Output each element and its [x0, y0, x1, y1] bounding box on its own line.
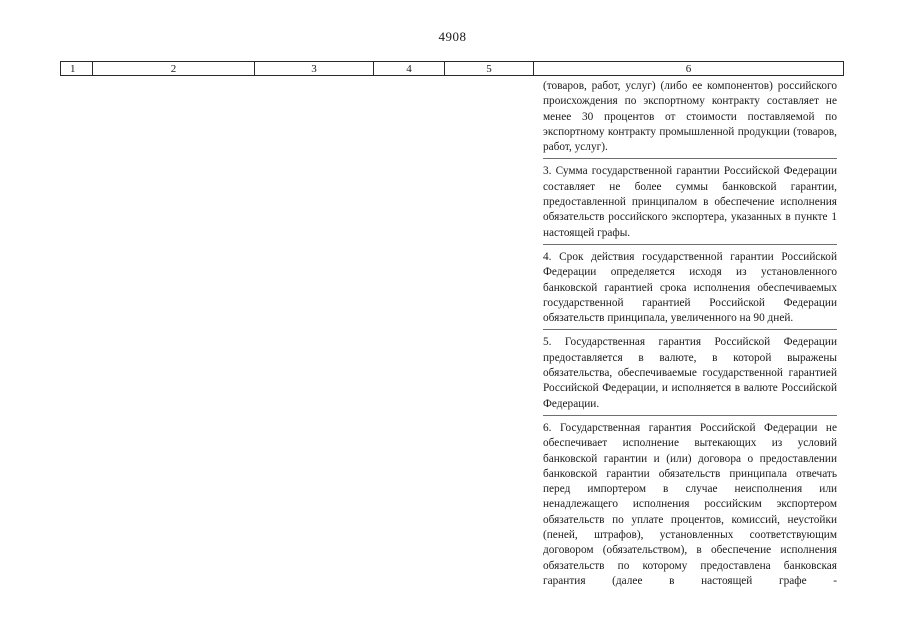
paragraph-item-6: 6. Государственная гарантия Российской Федерации не обеспечивает исполнение вытекающих из условий банковской гарантии и (или) договора о предоставлении банковской гарантии обязательств принципала отвечать перед импортером в случае неисполнения или ненадлежащего исполнения российским экспортером обязательств по уплате процентов, комиссий, неустойки (пеней, штрафов), установленных соответствующим договором (обязательством), в обеспечение исполнения обязательств по которому предоставлена банковская гарантия (далее в настоящей графе - — [543, 421, 837, 587]
column-number-6: 6 — [534, 62, 844, 76]
column-number-2: 2 — [93, 62, 255, 76]
column-number-5: 5 — [445, 62, 534, 76]
column-number-1: 1 — [61, 62, 93, 76]
paragraph-continuation: (товаров, работ, услуг) (либо ее компонентов) российского происхождения по экспортному контракту составляет не менее 30 процентов от стоимости поставляемой по экспортному контракту промышленной продукции (товаров, работ, услуг). — [543, 79, 837, 159]
paragraph-item-5: 5. Государственная гарантия Российской Федерации предоставляется в валюте, в которой выражены обязательства, обеспечиваемые государственной гарантией Российской Федерации, и исполняется в валюте Российской Федерации. — [543, 335, 837, 415]
column-number-row — [61, 62, 844, 76]
page-number: 4908 — [438, 29, 467, 44]
column-6-content — [543, 79, 837, 597]
paragraph-item-3: 3. Сумма государственной гарантии Российской Федерации составляет не более суммы банковской гарантии, предоставленной принципалом в обеспечение исполнения обязательств российского экспортера, указанных в пункте 1 настоящей графы. — [543, 164, 837, 244]
paragraph-item-4: 4. Срок действия государственной гарантии Российской Федерации определяется исходя из установленного банковской гарантией срока исполнения обеспечиваемых государственной гарантией Российской Федерации обязательств принципала, увеличенного на 90 дней. — [543, 250, 837, 330]
column-number-3: 3 — [255, 62, 374, 76]
column-number-4: 4 — [374, 62, 445, 76]
column-header-table — [60, 61, 844, 76]
